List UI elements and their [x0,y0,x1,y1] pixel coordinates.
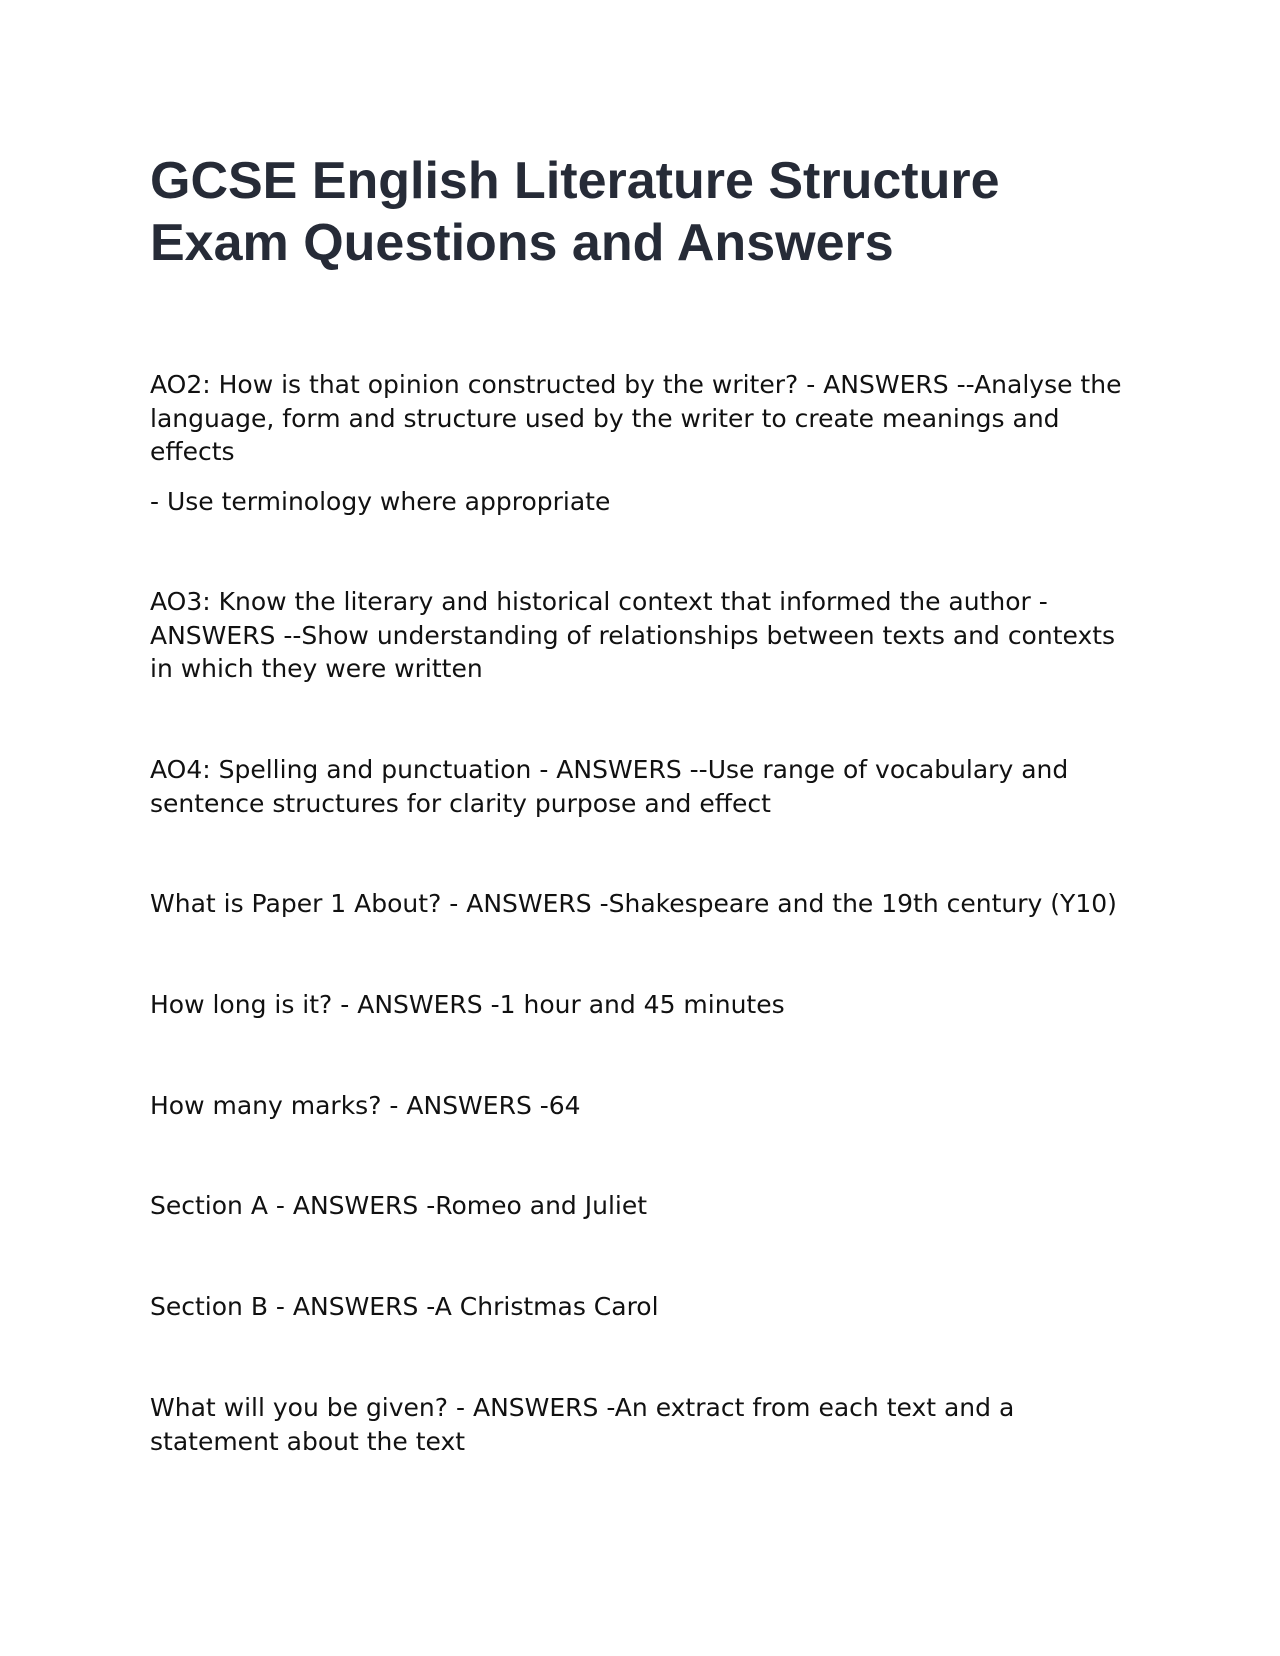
qa-sub-point: - Use terminology where appropriate [150,486,611,516]
title-line-2: Exam Questions and Answers [150,214,894,272]
qa-line: AO3: Know the literary and historical context that informed the author - [150,587,1048,616]
qa-entry-given [150,1391,1140,1458]
qa-entry-paper1 [150,887,1140,921]
qa-entry-ao2 [150,368,1140,518]
qa-line: effects [150,437,235,466]
document-title [150,150,1150,274]
qa-line: statement about the text [150,1426,466,1456]
qa-line: Section A - ANSWERS -Romeo and Juliet [150,1191,648,1220]
qa-line: sentence structures for clarity purpose and effect [150,788,771,818]
qa-line: AO4: Spelling and punctuation - ANSWERS --Use range of vocabulary and [150,755,1069,784]
qa-line: ANSWERS --Show understanding of relationships between texts and contexts [150,620,1116,650]
qa-entry-marks [150,1089,1140,1123]
qa-line: in which they were written [150,654,483,683]
title-line-1: GCSE English Literature Structure [150,152,1000,210]
qa-line: AO2: How is that opinion constructed by the writer? - ANSWERS --Analyse the [150,370,1122,399]
qa-line: What is Paper 1 About? - ANSWERS -Shakespeare and the 19th century (Y10) [150,889,1117,918]
qa-entry-ao4 [150,753,1140,820]
qa-line: Section B - ANSWERS -A Christmas Carol [150,1292,659,1321]
qa-entry-duration [150,988,1140,1022]
qa-line: What will you be given? - ANSWERS -An extract from each text and a [150,1393,1015,1422]
qa-entry-ao3 [150,585,1140,686]
qa-line: language, form and structure used by the writer to create meanings and [150,403,1060,433]
qa-entry-section-b [150,1290,1140,1324]
qa-entry-section-a [150,1189,1140,1223]
qa-line: How many marks? - ANSWERS -64 [150,1091,581,1120]
qa-line: How long is it? - ANSWERS -1 hour and 45 minutes [150,990,785,1019]
